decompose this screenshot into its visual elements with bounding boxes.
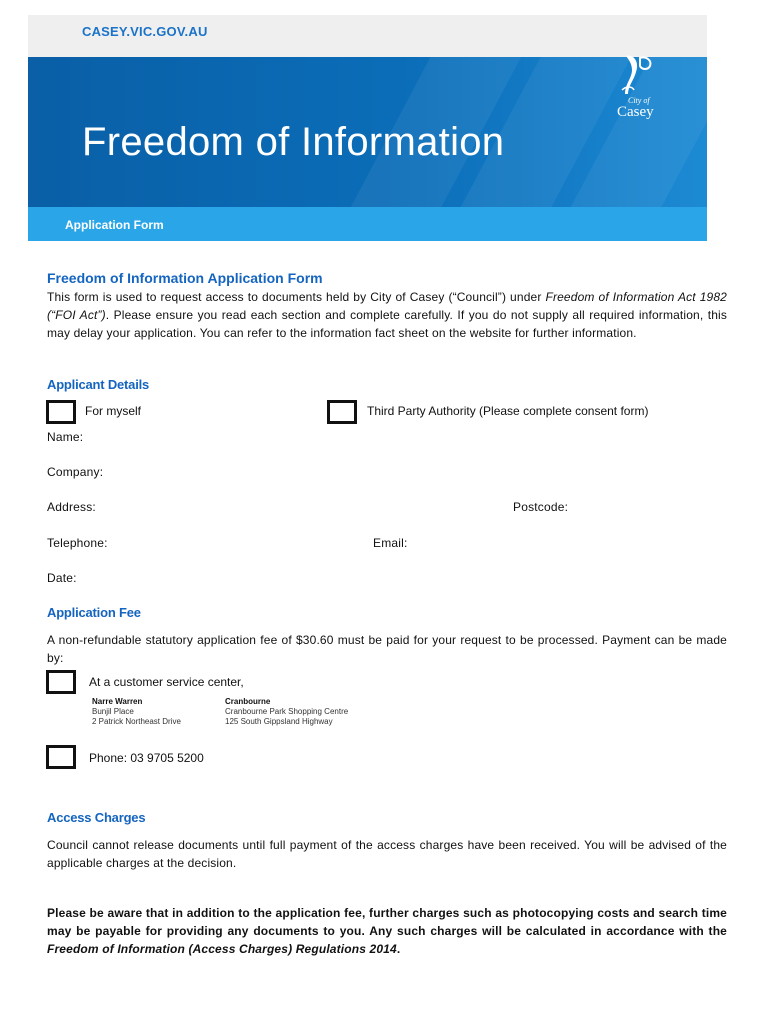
intro-paragraph: This form is used to request access to documents held by City of Casey (“Council”) under Freedom of Information Act 1982 (“FOI Act”). Please ensure you read each section and complete carefully. If you do not supply all required information, this may delay your application. You can refer to the information fact sheet on the website for further information. (47, 290, 728, 340)
date-field-label: Date: (47, 571, 77, 585)
name-field-label: Name: (47, 430, 84, 444)
email-field-label: Email: (373, 536, 408, 550)
customer-service-label: At a customer service center, (89, 675, 244, 689)
site-url: CASEY.VIC.GOV.AU (82, 24, 208, 39)
application-fee-heading: Application Fee (47, 605, 141, 620)
for-myself-label: For myself (85, 404, 142, 418)
banner-title: Freedom of Information (82, 120, 505, 164)
telephone-field-label: Telephone: (47, 536, 108, 550)
for-myself-checkbox[interactable] (46, 400, 76, 424)
third-party-checkbox[interactable] (327, 400, 357, 424)
access-charges-heading: Access Charges (47, 810, 146, 825)
subtitle-label: Application Form (65, 218, 164, 232)
third-party-label: Third Party Authority (Please complete consent form) (367, 404, 649, 418)
phone-label: Phone: 03 9705 5200 (89, 751, 204, 765)
logo-small-text: City of (628, 96, 650, 105)
form-title: Freedom of Information Application Form (47, 270, 323, 286)
phone-checkbox[interactable] (46, 745, 76, 769)
access-charges-paragraph: Council cannot release documents until full payment of the access charges have been received. You will be advised of the applicable charges at the decision. (47, 838, 727, 870)
company-field-label: Company: (47, 465, 104, 479)
applicant-details-heading: Applicant Details (47, 377, 150, 392)
fee-paragraph: A non-refundable statutory application fee of $30.60 must be paid for your request to be processed. Payment can be made by: (47, 633, 727, 665)
customer-service-checkbox[interactable] (46, 670, 76, 694)
location-cranbourne: Cranbourne Cranbourne Park Shopping Centre 125 South Gippsland Highway (225, 697, 349, 726)
logo-big-text: Casey (617, 104, 654, 120)
charges-notice: Please be aware that in addition to the application fee, further charges such as photocopying costs and search time may be payable for providing any documents to you. Any such charges will be calculated in accordance with the Freedom of Information (Access Charges) Regulations 2014. (47, 906, 727, 956)
location-narre-warren: Narre Warren Bunjil Place 2 Patrick Northeast Drive (92, 697, 181, 726)
address-field-label: Address: (47, 500, 96, 514)
postcode-field-label: Postcode: (513, 500, 569, 514)
